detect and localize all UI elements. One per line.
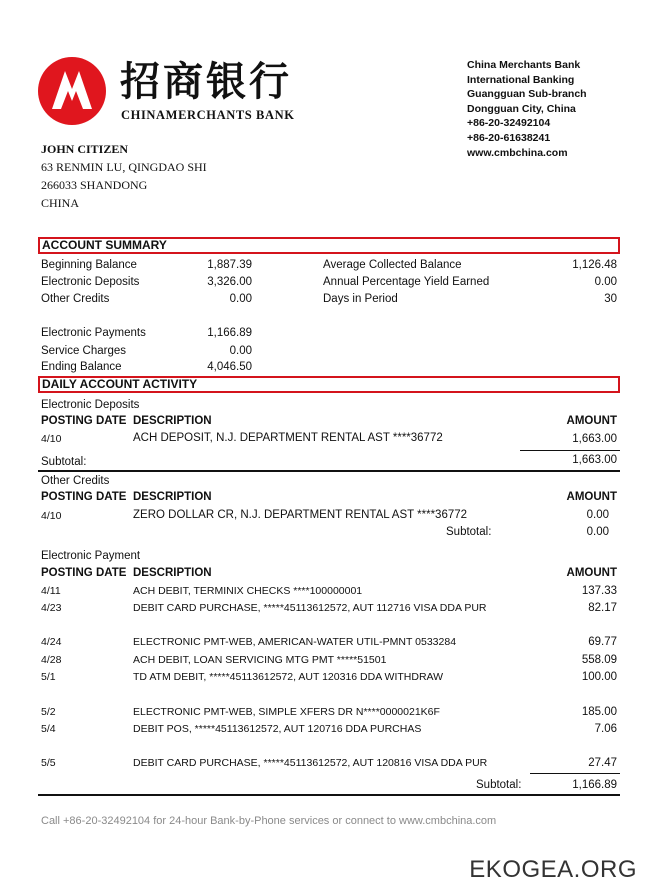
- row-date: 4/28: [41, 654, 62, 666]
- subtotal-rule: [520, 450, 620, 451]
- row-date: 5/4: [41, 723, 56, 735]
- column-header-amount: AMOUNT: [566, 491, 617, 503]
- summary-value: 3,326.00: [207, 276, 252, 288]
- row-amount: 82.17: [588, 602, 617, 614]
- row-description: DEBIT CARD PURCHASE, *****45113612572, AUT 120816 VISA DDA PUR: [133, 757, 488, 769]
- summary-label: Other Credits: [41, 293, 110, 305]
- summary-label: Electronic Payments: [41, 327, 146, 339]
- watermark: EKOGEA.ORG: [469, 856, 637, 883]
- branch-line: Guangguan Sub-branch: [467, 88, 587, 101]
- column-header-amount: AMOUNT: [566, 567, 617, 579]
- column-header-description: DESCRIPTION: [133, 415, 212, 427]
- row-amount: 137.33: [581, 585, 617, 597]
- customer-address-block: [41, 140, 207, 212]
- row-amount: 27.47: [588, 757, 617, 769]
- address-line: 266033 SHANDONG: [41, 178, 148, 192]
- branch-phone: +86-20-61638241: [467, 131, 551, 144]
- row-amount: 7.06: [594, 723, 617, 735]
- section-divider: [38, 470, 620, 472]
- row-description: TD ATM DEBIT, *****45113612572, AUT 120316 DDA WITHDRAW: [133, 671, 444, 683]
- row-amount: 1,663.00: [572, 433, 617, 445]
- column-header-posting-date: POSTING DATE: [41, 567, 127, 579]
- column-header-posting-date: POSTING DATE: [41, 491, 127, 503]
- summary-label: Ending Balance: [41, 361, 122, 373]
- bank-logo-icon: [38, 57, 106, 125]
- branch-phone: +86-20-32492104: [467, 117, 551, 130]
- bank-name-english: CHINAMERCHANTS BANK: [121, 108, 295, 122]
- row-description: ZERO DOLLAR CR, N.J. DEPARTMENT RENTAL AST ****36772: [133, 509, 468, 521]
- branch-line: Dongguan City, China: [467, 102, 576, 115]
- row-amount: 100.00: [581, 671, 617, 683]
- address-line: CHINA: [41, 196, 79, 210]
- row-description: ELECTRONIC PMT-WEB, AMERICAN-WATER UTIL-PMNT 0533284: [133, 636, 457, 648]
- address-line: 63 RENMIN LU, QINGDAO SHI: [41, 160, 207, 174]
- column-header-amount: AMOUNT: [566, 415, 617, 427]
- column-header-posting-date: POSTING DATE: [41, 415, 127, 427]
- section-title: Electronic Deposits: [41, 399, 140, 411]
- logo-m-mark: [38, 57, 106, 125]
- row-date: 4/10: [41, 433, 62, 445]
- row-amount: 558.09: [581, 654, 617, 666]
- daily-activity-heading: DAILY ACCOUNT ACTIVITY: [38, 376, 620, 393]
- row-date: 4/23: [41, 602, 62, 614]
- row-description: ACH DEBIT, TERMINIX CHECKS ****100000001: [133, 585, 363, 597]
- row-date: 4/10: [41, 510, 62, 522]
- branch-line: China Merchants Bank: [467, 59, 581, 71]
- section-divider: [38, 794, 620, 796]
- row-description: DEBIT CARD PURCHASE, *****45113612572, AUT 112716 VISA DDA PUR: [133, 602, 487, 614]
- account-summary-heading: ACCOUNT SUMMARY: [38, 237, 620, 254]
- summary-value: 0.00: [229, 293, 252, 305]
- row-amount: 185.00: [581, 706, 617, 718]
- summary-value: 30: [604, 293, 617, 305]
- summary-label: Average Collected Balance: [323, 259, 462, 271]
- row-description: ACH DEPOSIT, N.J. DEPARTMENT RENTAL AST ****36772: [133, 432, 443, 444]
- row-description: ELECTRONIC PMT-WEB, SIMPLE XFERS DR N****0000021K6F: [133, 706, 440, 718]
- summary-value: 1,887.39: [207, 259, 252, 271]
- bank-name-chinese: 招商银行: [120, 58, 292, 105]
- summary-value: 1,166.89: [207, 327, 252, 339]
- customer-name: JOHN CITIZEN: [41, 142, 129, 156]
- row-date: 4/24: [41, 636, 62, 648]
- branch-website: www.cmbchina.com: [467, 146, 568, 159]
- summary-value: 1,126.48: [572, 259, 617, 271]
- branch-line: International Banking: [467, 73, 575, 86]
- branch-info: [467, 58, 587, 160]
- column-header-description: DESCRIPTION: [133, 491, 212, 503]
- summary-label: Electronic Deposits: [41, 276, 140, 288]
- subtotal-value: 0.00: [586, 526, 609, 538]
- column-header-description: DESCRIPTION: [133, 567, 212, 579]
- footer-note: Call +86-20-32492104 for 24-hour Bank-by-Phone services or connect to www.cmbchina.com: [41, 815, 497, 827]
- row-date: 5/2: [41, 706, 56, 718]
- summary-label: Annual Percentage Yield Earned: [323, 276, 490, 288]
- subtotal-value: 1,663.00: [572, 454, 617, 466]
- summary-label: Beginning Balance: [41, 259, 137, 271]
- summary-value: 0.00: [594, 276, 617, 288]
- summary-value: 4,046.50: [207, 361, 252, 373]
- summary-value: 0.00: [229, 345, 252, 357]
- subtotal-label: Subtotal:: [476, 779, 522, 791]
- row-date: 5/1: [41, 671, 56, 683]
- row-amount: 0.00: [586, 509, 609, 521]
- subtotal-value: 1,166.89: [572, 779, 617, 791]
- row-description: ACH DEBIT, LOAN SERVICING MTG PMT *****51501: [133, 654, 387, 666]
- row-date: 5/5: [41, 757, 56, 769]
- subtotal-label: Subtotal:: [446, 526, 492, 538]
- subtotal-rule: [530, 773, 620, 774]
- section-title: Other Credits: [41, 475, 110, 487]
- summary-label: Days in Period: [323, 293, 398, 305]
- row-date: 4/11: [41, 585, 61, 597]
- row-amount: 69.77: [588, 636, 617, 648]
- subtotal-label: Subtotal:: [41, 456, 87, 468]
- row-description: DEBIT POS, *****45113612572, AUT 120716 DDA PURCHAS: [133, 723, 422, 735]
- section-title: Electronic Payment: [41, 550, 141, 562]
- summary-label: Service Charges: [41, 345, 127, 357]
